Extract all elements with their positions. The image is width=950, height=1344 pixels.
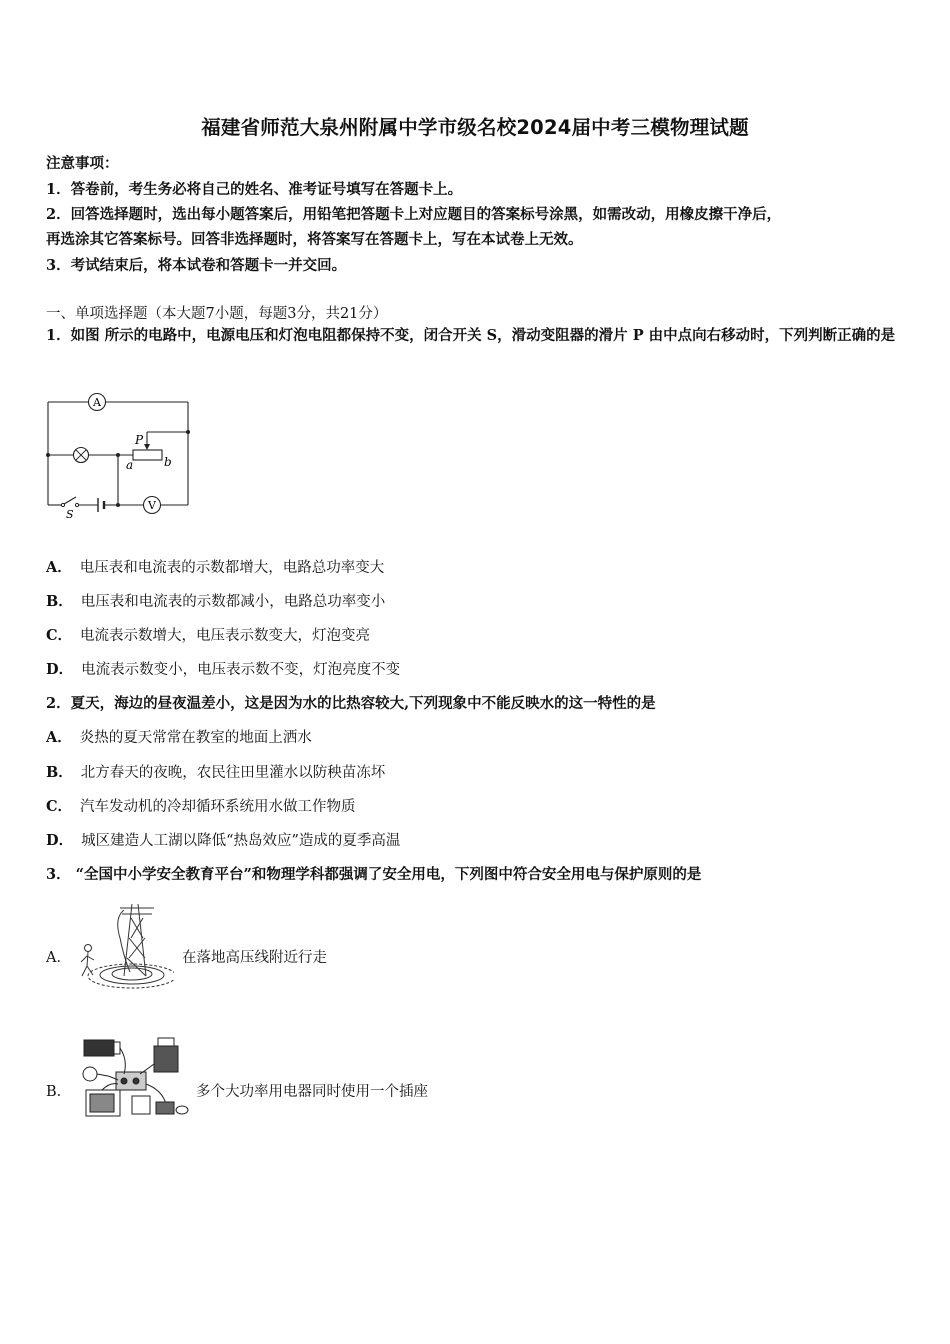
q2-option-c: C． 汽车发动机的冷却循环系统用水做工作物质	[46, 798, 356, 815]
q1-option-d: D． 电流表示数变小，电压表示数不变，灯泡亮度不变	[46, 661, 401, 678]
q3-option-a-letter: A．	[46, 950, 71, 966]
end-a-label: a	[126, 458, 134, 472]
q2-option-b: B． 北方春天的夜晚，农民往田里灌水以防秧苗冻坏	[46, 764, 386, 781]
notice-item-3: 3．考试结束后，将本试卷和答题卡一并交回。	[46, 257, 347, 274]
page-title: 福建省师范大泉州附属中学市级名校2024届中考三模物理试题	[201, 116, 749, 139]
q1-option-a: A． 电压表和电流表的示数都增大，电路总功率变大	[46, 559, 385, 576]
q2-option-d: D． 城区建造人工湖以降低“热岛效应”造成的夏季高温	[46, 832, 401, 849]
switch-label: S	[66, 508, 74, 521]
q3-option-a-text: 在落地高压线附近行走	[182, 950, 327, 966]
q2-option-a: A． 炎热的夏天常常在教室的地面上洒水	[46, 729, 312, 746]
appliances-socket-icon	[76, 1034, 192, 1122]
notice-heading: 注意事项：	[46, 155, 119, 172]
circuit-diagram	[40, 392, 200, 522]
end-b-label: b	[164, 455, 172, 469]
q3-option-b-text: 多个大功率用电器同时使用一个插座	[196, 1084, 428, 1100]
q1-option-c: C． 电流表示数增大，电压表示数变大，灯泡变亮	[46, 627, 371, 644]
notice-item-2: 2．回答选择题时，选出每小题答案后，用铅笔把答题卡上对应题目的答案标号涂黑，如需改动，用橡皮擦干净后，	[46, 206, 782, 223]
q3-option-b-letter: B．	[46, 1084, 72, 1100]
question-1-text: 1．如图 所示的电路中，电源电压和灯泡电阻都保持不变，闭合开关 S，滑动变阻器的滑片 P 由中点向右移动时，下列判断正确的是	[46, 327, 896, 344]
slider-arrow-icon	[144, 444, 150, 450]
ammeter-label: A	[93, 396, 101, 409]
notice-item-1: 1．答卷前，考生务必将自己的姓名、准考证号填写在答题卡上。	[46, 181, 463, 198]
notice-item-2-cont: 再选涂其它答案标号。回答非选择题时，将答案写在答题卡上，写在本试卷上无效。	[46, 231, 583, 248]
question-3-text: 3． “全国中小学安全教育平台”和物理学科都强调了安全用电，下列图中符合安全用电与保护原则的是	[46, 866, 702, 883]
q1-option-b: B． 电压表和电流表的示数都减小，电路总功率变小	[46, 593, 386, 610]
question-2-text: 2．夏天，海边的昼夜温差小，这是因为水的比热容较大,下列现象中不能反映水的这一特性的是	[46, 695, 656, 712]
section-heading: 一、单项选择题（本大题7小题，每题3分，共21分）	[46, 306, 388, 322]
slider-label: P	[135, 433, 144, 447]
high-voltage-tower-icon	[74, 898, 174, 994]
voltmeter-label: V	[148, 499, 156, 512]
lamp-icon	[74, 448, 89, 463]
